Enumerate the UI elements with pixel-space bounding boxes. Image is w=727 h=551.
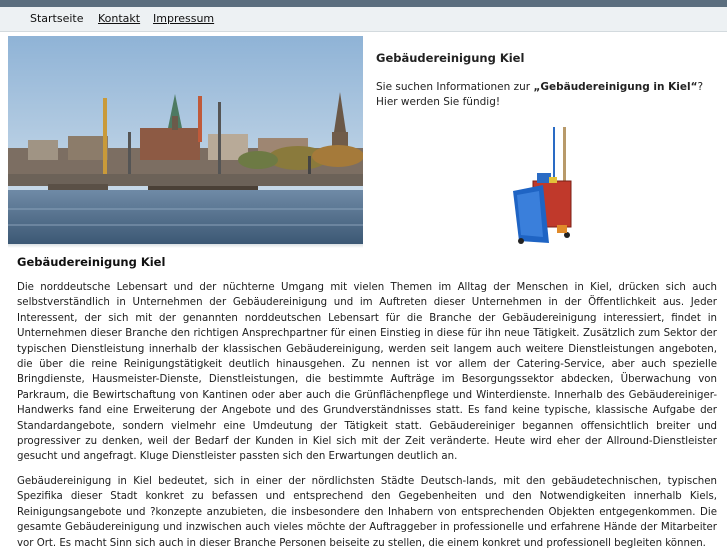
intro-text-emphasis: „Gebäudereinigung in Kiel“	[533, 81, 698, 93]
top-navigation	[0, 7, 727, 32]
nav-link-impressum[interactable]: Impressum	[153, 12, 215, 25]
nav-link-startseite[interactable]: Startseite	[30, 12, 84, 25]
article-paragraph-2: Gebäudereinigung in Kiel bedeutet, sich in einer der nördlichsten Städte Deutsch-lands, mit den gebäudetechnischen, typischen Spezifika dieser Stadt konkret zu befassen und entsprechend den Gegebenheiten und den Notwendigkeiten innerhalb Kiels, Reinigungsangebote und ?konzepte anzubieten, die insbesondere den Inhabern von entsprechenden Objekten entgegenkommen. Die gesamte Gebäudereinigung und inzwischen auch vieles möchte der Auftraggeber in professionelle und erfahrene Hände der Mitarbeiter vor Ort. Es macht Sinn sich auch in dieser Branche Personen beiseite zu stellen, die einem konkret und professionell begleiten können.	[17, 476, 717, 549]
intro-text	[376, 80, 721, 110]
nav-link-kontakt[interactable]: Kontakt	[98, 12, 141, 25]
intro-title: Gebäudereinigung Kiel	[376, 51, 525, 65]
top-accent-bar	[0, 0, 727, 7]
intro-text-start: Sie suchen Informationen zur	[376, 81, 534, 93]
article-title: Gebäudereinigung Kiel	[17, 255, 166, 269]
article-paragraph-1: Die norddeutsche Lebensart und der nüchterne Umgang mit vielen Themen im Alltag der Menschen in Kiel, drücken sich auch selbstverständlich in Unternehmen der Gebäudereinigung und im Auftreten dieser Unternehmen in der Öffentlichkeit aus. Jeder Interessent, der sich mit der genannten norddeutschen Lebensart für die Branche der Gebäudereinigung interessiert, findet in Unternehmen dieser Branche den richtigen Ansprechpartner für einen Einstieg in diese für ihn neue Tätigkeit. Zusätzlich zum Sektor der typischen Dienstleistung innerhalb der klassischen Gebäudereinigung, werden seit langem auch weitere Dienstleistungen angeboten, die über die reine Reinigungstätigkeit deutlich hinausgehen. Zu nennen ist vor allem der Catering-Service, aber auch spezielle Bringdienste, Hausmeister-Dienste, Dienstleistungen, die bestimmte Aufträge im Besorgungssektor abdecken, Überwachung von Parkraum, die Bewirtschaftung von Kantinen oder aber auch die Grünflächenpflege und Winterdienste. Innerhalb des Gebäudereiniger-Handwerks fand eine Erweiterung der Angebote und des Grundverständnisses statt. Es fand keine typische, klassische Aufgabe der Standardangebote, sondern vielmehr eine Umdeutung der Tätigkeit statt. Gebäudereiniger begannen offensichtlich breiter und progressiver zu denken, weil der Bedarf der Kunden in Kiel sich mit der Zeit veränderte. Heute wird eher der Allround-Dienstleister gesucht und angefragt. Kluge Dienstleister passten sich den Erwartungen deutlich an.	[17, 282, 717, 463]
intro-text-end: ? Hier werden Sie fündig!	[376, 81, 704, 108]
cleaning-cart-icon	[509, 125, 577, 245]
harbor-photo	[8, 36, 363, 244]
photo-shadow	[8, 244, 363, 248]
